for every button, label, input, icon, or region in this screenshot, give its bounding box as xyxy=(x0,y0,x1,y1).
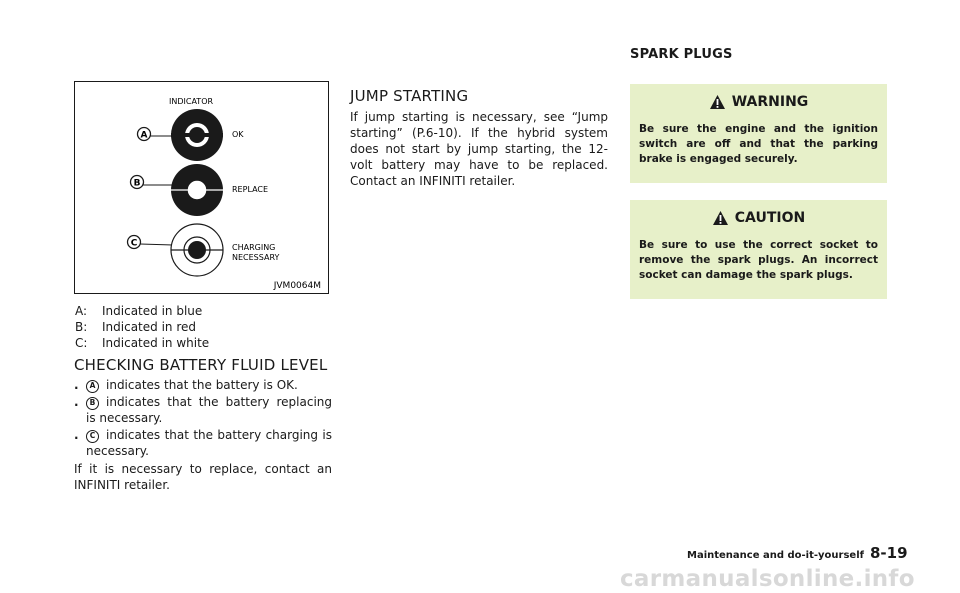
marker-b-icon: B xyxy=(86,397,99,410)
battery-bullets xyxy=(74,377,332,493)
caution-title-row xyxy=(639,210,878,226)
figure-label-ok: OK xyxy=(232,130,244,139)
battery-paragraph: If it is necessary to replace, contact an INFINITI retailer. xyxy=(74,462,332,492)
figure-label-necessary: NECESSARY xyxy=(232,253,280,262)
marker-a: A xyxy=(140,130,148,141)
indicator-figure xyxy=(74,81,329,294)
legend-value: Indicated in blue xyxy=(102,304,203,318)
bullet-text: indicates that the battery is OK. xyxy=(106,378,298,392)
marker-c-icon: C xyxy=(86,430,99,443)
section-header: SPARK PLUGS xyxy=(630,47,733,62)
figure-legend xyxy=(75,303,209,351)
figure-label-charging: CHARGING xyxy=(232,243,276,252)
page-footer xyxy=(687,544,908,562)
caution-title: CAUTION xyxy=(734,210,806,226)
list-item: . C indicates that the battery charging is necessary. xyxy=(74,428,332,458)
legend-value: Indicated in red xyxy=(102,320,196,334)
footer-section: Maintenance and do-it-yourself xyxy=(687,550,864,561)
warning-box xyxy=(630,84,887,183)
bullet-text: indicates that the battery replacing is necessary. xyxy=(86,395,332,425)
warning-title-row xyxy=(639,94,878,110)
list-item: . B indicates that the battery replacing is necessary. xyxy=(74,395,332,425)
legend-key: C: xyxy=(75,336,88,350)
warning-body: Be sure the engine and the ignition switch are off and that the parking brake is engaged securely. xyxy=(639,123,878,165)
legend-row xyxy=(75,303,209,319)
legend-row xyxy=(75,335,209,351)
figure-label-indicator: INDICATOR xyxy=(169,97,214,106)
watermark: carmanualsonline.info xyxy=(620,566,915,592)
legend-key: A: xyxy=(75,304,88,318)
figure-code: JVM0064M xyxy=(273,281,321,291)
caution-body: Be sure to use the correct socket to remove the spark plugs. An incorrect socket can damage the spark plugs. xyxy=(639,239,878,281)
figure-label-replace: REPLACE xyxy=(232,185,269,194)
warning-triangle-icon xyxy=(712,210,729,226)
list-item: . A indicates that the battery is OK. xyxy=(74,378,298,392)
warning-title: WARNING xyxy=(731,94,809,110)
legend-row xyxy=(75,319,209,335)
battery-heading: CHECKING BATTERY FLUID LEVEL xyxy=(74,356,328,374)
marker-c: C xyxy=(130,238,138,249)
jump-text: If jump starting is necessary, see “Jump starting” (P.6-10). If the hybrid system does not start by jump starting, the 12-volt battery may have to be replaced. Contact an INFINITI retailer. xyxy=(350,110,608,188)
marker-a-icon: A xyxy=(86,380,99,393)
legend-value: Indicated in white xyxy=(102,336,210,350)
warning-triangle-icon xyxy=(709,94,726,110)
caution-box xyxy=(630,200,887,299)
page-number: 8-19 xyxy=(869,544,908,562)
jump-heading: JUMP STARTING xyxy=(350,87,469,105)
bullet-text: indicates that the battery charging is necessary. xyxy=(86,428,332,458)
legend-key: B: xyxy=(75,320,88,334)
marker-b: B xyxy=(133,178,141,189)
